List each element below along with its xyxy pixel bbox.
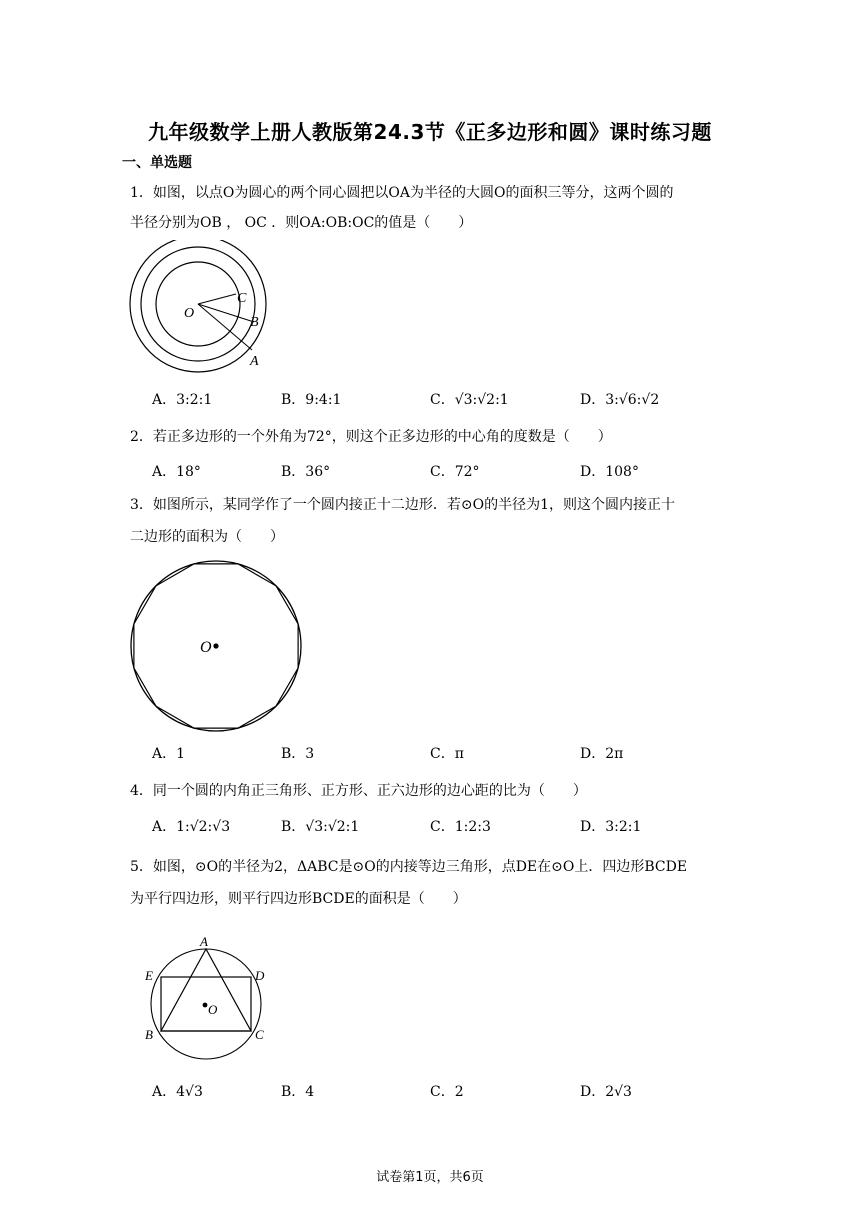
q2-option-d: D．108° (580, 464, 639, 480)
label-A: A (250, 354, 259, 369)
page-footer: 试卷第1页，共6页 (376, 1170, 484, 1185)
q4-option-b: B．√3:√2:1 (281, 819, 360, 835)
q3-option-b: B．3 (281, 746, 315, 762)
label-O: O (184, 306, 195, 321)
dodecagon-figure (128, 558, 304, 734)
section-heading: 一、单选题 (122, 155, 192, 171)
q5-option-d: D．2√3 (580, 1084, 632, 1100)
q2-option-a: A．18° (152, 464, 201, 480)
label-C: C (237, 291, 247, 306)
page-title: 九年级数学上册人教版第24.3节《正多边形和圆》课时练习题 (148, 120, 712, 144)
q3-option-d: D．2π (580, 746, 624, 762)
label-A: A (200, 934, 208, 949)
q1-option-c: C．√3:√2:1 (430, 392, 509, 408)
q5-option-a: A．4√3 (152, 1084, 203, 1100)
question-3-line-1: 3．如图所示，某同学作了一个圆内接正十二边形．若⊙O的半径为1，则这个圆内接正十 (130, 497, 676, 513)
q4-option-a: A．1:√2:√3 (152, 819, 231, 835)
question-5-line-2: 为平行四边形，则平行四边形BCDE的面积是（ ） (130, 891, 467, 907)
question-2-line-1: 2．若正多边形的一个外角为72°，则这个正多边形的中心角的度数是（ ） (130, 429, 612, 445)
label-O: O (208, 1002, 218, 1017)
q3-option-a: A．1 (152, 746, 186, 762)
label-E: E (145, 968, 153, 983)
q1-option-b: B．9:4:1 (281, 392, 342, 408)
q5-option-b: B．4 (281, 1084, 315, 1100)
q1-option-a: A．3:2:1 (152, 392, 213, 408)
q2-option-c: C．72° (430, 464, 480, 480)
concentric-circles-figure (126, 240, 272, 374)
label-O: O (200, 639, 212, 656)
q5-option-c: C．2 (430, 1084, 464, 1100)
question-1-line-1: 1．如图，以点O为圆心的两个同心圆把以OA为半径的大圆O的面积三等分，这两个圆的 (130, 185, 674, 201)
q1-option-d: D．3:√6:√2 (580, 392, 660, 408)
label-D: D (255, 968, 265, 983)
label-B: B (250, 315, 259, 330)
question-3-line-2: 二边形的面积为（ ） (130, 529, 284, 545)
question-4-line-1: 4．同一个圆的内角正三角形、正方形、正六边形的边心距的比为（ ） (130, 783, 587, 799)
q4-option-c: C．1:2:3 (430, 819, 491, 835)
question-5-line-1: 5．如图，⊙O的半径为2，ΔABC是⊙O的内接等边三角形，点DE在⊙O上．四边形BCDE (130, 859, 688, 875)
q4-option-d: D．3:2:1 (580, 819, 642, 835)
question-1-line-2: 半径分别为OB ， OC ．则OA:OB:OC的值是（ ） (130, 215, 473, 231)
q3-option-c: C．π (430, 746, 464, 762)
parallelogram-figure (136, 930, 276, 1062)
label-B: B (145, 1027, 153, 1042)
label-C: C (255, 1027, 264, 1042)
q2-option-b: B．36° (281, 464, 331, 480)
